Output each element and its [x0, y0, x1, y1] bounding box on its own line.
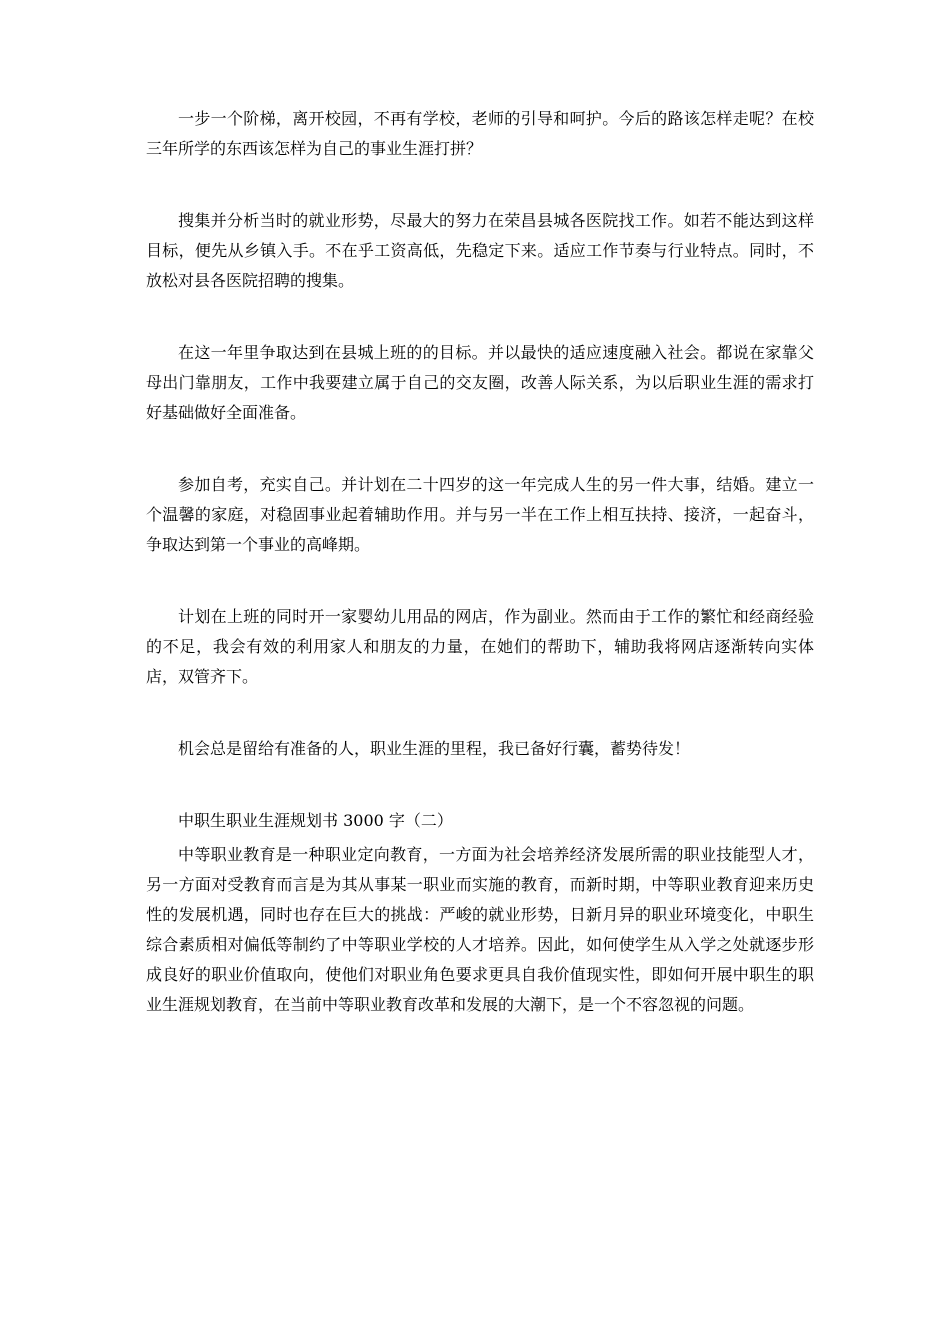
paragraph-1: 一步一个阶梯，离开校园，不再有学校，老师的引导和呵护。今后的路该怎样走呢？在校三年所学的东西该怎样为自己的事业生涯打拼？	[146, 109, 814, 158]
paragraph-5: 计划在上班的同时开一家婴幼儿用品的网店，作为副业。然而由于工作的繁忙和经商经验的不足，我会有效的利用家人和朋友的力量，在她们的帮助下，辅助我将网店逐渐转向实体店，双管齐下。	[146, 607, 814, 686]
section-body: 中等职业教育是一种职业定向教育，一方面为社会培养经济发展所需的职业技能型人才，另一方面对受教育而言是为其从事某一职业而实施的教育，而新时期，中等职业教育迎来历史性的发展机遇，同时也存在巨大的挑战：严峻的就业形势，日新月异的职业环境变化，中职生综合素质相对偏低等制约了中等职业学校的人才培养。因此，如何使学生从入学之处就逐步形成良好的职业价值取向，使他们对职业角色要求更具自我价值现实性，即如何开展中职生的职业生涯规划教育，在当前中等职业教育改革和发展的大潮下，是一个不容忽视的问题。	[146, 845, 814, 1014]
section-heading: 中职生职业生涯规划书 3000 字（二）	[178, 811, 453, 830]
paragraph-2: 搜集并分析当时的就业形势，尽最大的努力在荣昌县城各医院找工作。如若不能达到这样目标，便先从乡镇入手。不在乎工资高低，先稳定下来。适应工作节奏与行业特点。同时，不放松对县各医院招聘的搜集。	[146, 211, 814, 290]
document-body	[146, 104, 814, 1020]
paragraph-4: 参加自考，充实自己。并计划在二十四岁的这一年完成人生的另一件大事，结婚。建立一个温馨的家庭，对稳固事业起着辅助作用。并与另一半在工作上相互扶持、接济，一起奋斗，争取达到第一个事业的高峰期。	[146, 475, 814, 554]
paragraph-6: 机会总是留给有准备的人，职业生涯的里程，我已备好行囊，蓄势待发！	[178, 739, 691, 758]
paragraph-3: 在这一年里争取达到在县城上班的的目标。并以最快的适应速度融入社会。都说在家靠父母出门靠朋友，工作中我要建立属于自己的交友圈，改善人际关系，为以后职业生涯的需求打好基础做好全面准备。	[146, 343, 814, 422]
